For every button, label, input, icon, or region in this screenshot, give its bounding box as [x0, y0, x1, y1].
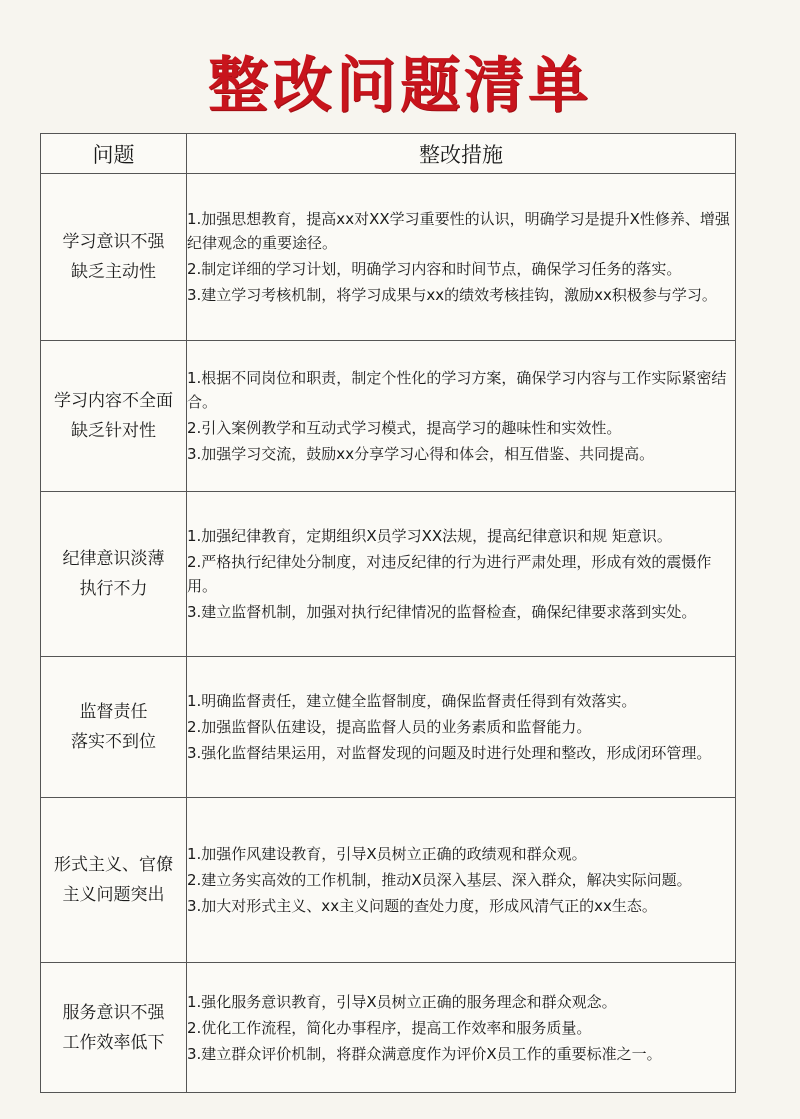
problem-line: 落实不到位 [71, 732, 156, 752]
measure-item: 2.加强监督队伍建设，提高监督人员的业务素质和监督能力。 [187, 718, 592, 736]
header-measures: 整改措施 [187, 134, 736, 174]
measures-cell [187, 492, 736, 657]
header-problem: 问题 [41, 134, 187, 174]
measure-item: 3.建立学习考核机制，将学习成果与xx的绩效考核挂钩，激励xx积极参与学习。 [187, 286, 717, 304]
measure-item: 2.制定详细的学习计划，明确学习内容和时间节点，确保学习任务的落实。 [187, 260, 682, 278]
measure-item: 3.加大对形式主义、xx主义问题的查处力度，形成风清气正的xx生态。 [187, 897, 657, 915]
table-header-row [41, 134, 736, 174]
measure-item: 2.引入案例教学和互动式学习模式，提高学习的趣味性和实效性。 [187, 419, 622, 437]
table-row [41, 492, 736, 657]
problem-line: 工作效率低下 [62, 1032, 165, 1053]
table-row [41, 174, 736, 341]
problem-cell [41, 963, 187, 1093]
problem-line: 形式主义、官僚 [54, 855, 173, 875]
problem-line: 监督责任 [79, 702, 148, 722]
problem-line: 学习意识不强 [62, 232, 165, 252]
problem-line: 纪律意识淡薄 [62, 549, 165, 569]
table-row [41, 341, 736, 492]
measure-item: 2.严格执行纪律处分制度，对违反纪律的行为进行严肃处理，形成有效的震慑作用。 [187, 553, 712, 595]
problem-cell [41, 657, 187, 798]
measure-item: 3.建立监督机制，加强对执行纪律情况的监督检查，确保纪律要求落到实处。 [187, 603, 697, 621]
measure-item: 3.建立群众评价机制，将群众满意度作为评价X员工作的重要标准之一。 [187, 1044, 662, 1063]
measure-item: 1.加强纪律教育，定期组织X员学习XX法规，提高纪律意识和规 矩意识。 [187, 527, 672, 545]
problem-line: 缺乏主动性 [71, 262, 156, 282]
measure-item: 1.根据不同岗位和职责，制定个性化的学习方案，确保学习内容与工作实际紧密结合。 [187, 369, 727, 411]
measure-item: 1.加强作风建设教育，引导X员树立正确的政绩观和群众观。 [187, 845, 587, 863]
measures-cell [187, 657, 736, 798]
measure-item: 2.建立务实高效的工作机制，推动X员深入基层、深入群众，解决实际问题。 [187, 871, 692, 889]
problem-cell [41, 341, 187, 492]
measure-item: 3.强化监督结果运用，对监督发现的问题及时进行处理和整改，形成闭环管理。 [187, 744, 712, 762]
page-title: 整改问题清单 [208, 51, 592, 121]
problem-cell [41, 492, 187, 657]
table-row [41, 657, 736, 798]
problem-cell [41, 798, 187, 963]
problem-line: 主义问题突出 [62, 885, 165, 905]
problem-line: 缺乏针对性 [71, 421, 156, 441]
measure-item: 2.优化工作流程，简化办事程序，提高工作效率和服务质量。 [187, 1018, 592, 1037]
measures-cell [187, 341, 736, 492]
measure-item: 3.加强学习交流，鼓励xx分享学习心得和体会，相互借鉴、共同提高。 [187, 445, 655, 463]
table-row [41, 798, 736, 963]
problem-line: 执行不力 [79, 579, 148, 599]
table-row [41, 963, 736, 1093]
measure-item: 1.明确监督责任，建立健全监督制度，确保监督责任得到有效落实。 [187, 692, 637, 710]
measure-item: 1.强化服务意识教育，引导X员树立正确的服务理念和群众观念。 [187, 992, 617, 1011]
measures-cell [187, 963, 736, 1093]
measures-cell [187, 798, 736, 963]
measure-item: 1.加强思想教育，提高xx对XX学习重要性的认识，明确学习是提升X性修养、增强纪律观念的重要途径。 [187, 210, 730, 252]
measures-cell [187, 174, 736, 341]
problem-cell [41, 174, 187, 341]
problem-line: 服务意识不强 [62, 1002, 165, 1023]
rectification-table [40, 133, 736, 1093]
problem-line: 学习内容不全面 [54, 391, 173, 411]
